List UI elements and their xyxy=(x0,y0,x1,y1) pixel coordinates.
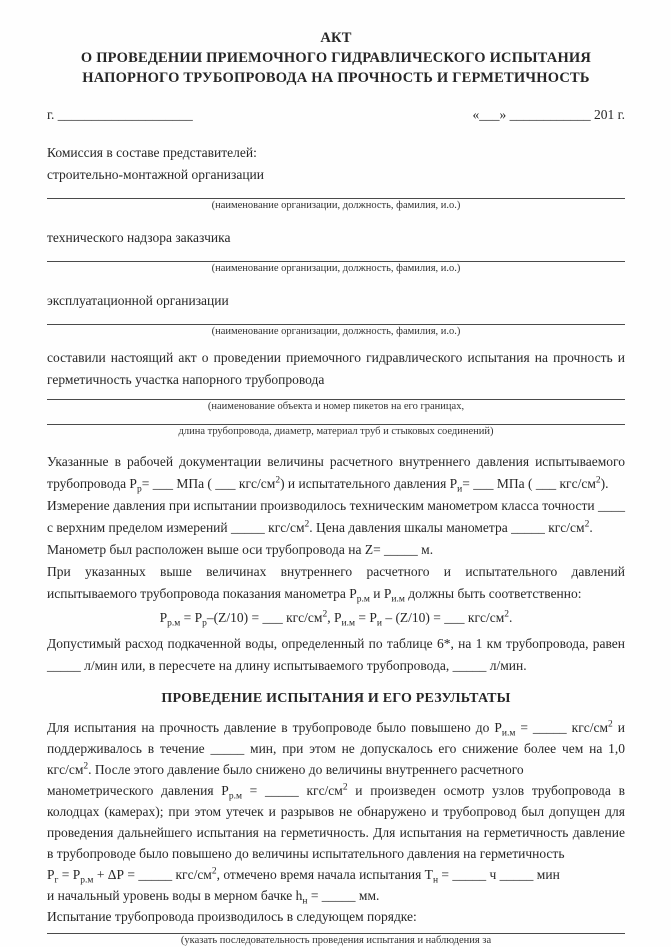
text-line: кгс/$см^2$. После этого давление было снижено до величины внутреннего расчетного xyxy=(47,761,524,777)
fill-caption: (наименование организации, должность, фамилия, и.о.) xyxy=(211,263,461,274)
fill-line-supervision-org xyxy=(47,261,625,276)
text-line: манометрического давления $Р_{р.м}$ = _____ кгс/$см^2$ и произведен осмотр узлов трубопровода в xyxy=(47,782,625,802)
text-line: испытываемого трубопровода показания манометра $Р_{р.м}$ и $Р_{и.м}$ должны быть соответственно: xyxy=(47,586,582,605)
date-field: «___» ____________ 201 г. xyxy=(472,107,625,122)
title-line-3: НАПОРНОГО ТРУБОПРОВОДА НА ПРОЧНОСТЬ И ГЕРМЕТИЧНОСТЬ xyxy=(82,70,590,86)
text-line: герметичность участка напорного трубопровода xyxy=(47,372,325,387)
document-title xyxy=(47,28,625,88)
fill-line-object-name xyxy=(47,399,625,414)
text-line: Испытание трубопровода производилось в следующем порядке: xyxy=(47,909,417,924)
results-section-heading: ПРОВЕДЕНИЕ ИСПЫТАНИЯ И ЕГО РЕЗУЛЬТАТЫ xyxy=(161,691,511,706)
title-line-2: О ПРОВЕДЕНИИ ПРИЕМОЧНОГО ГИДРАВЛИЧЕСКОГО ИСПЫТАНИЯ xyxy=(80,50,592,66)
text-line: составили настоящий акт о проведении приемочного гидравлического испытания на прочность и xyxy=(47,350,625,365)
fill-line-operation-org xyxy=(47,324,625,339)
fill-line-pipeline-spec xyxy=(47,424,625,439)
text-line: Указанные в рабочей документации величины расчетного внутреннего давления испытываемого xyxy=(47,454,625,469)
text-line: Допустимый расход подкаченной воды, определенный по таблице 6*, на 1 км трубопровода, равен xyxy=(47,636,625,651)
text-line: с верхним пределом измерений _____ кгс/$см^2$. Цена давления шкалы манометра _____ кгс/$см^2$. xyxy=(47,519,593,535)
manometer-formula: $Р_{р.м} = Р_р-(Z/10)$ = ___ кгс/$см^2$, $Р_{и.м} = Р_и - (Z/10)$ = ___ кгс/$см^2$. xyxy=(159,609,513,629)
pressure-spec-paragraph xyxy=(47,451,625,605)
fill-line-procedure xyxy=(47,933,625,947)
operation-org-label: эксплуатационной организации xyxy=(47,293,229,308)
text-line: в трубопроводе было повышено до величины испытательного давления на герметичность xyxy=(47,846,565,861)
title-line-1: АКТ xyxy=(320,30,352,46)
fill-caption: длина трубопровода, диаметр, материал труб и стыковых соединений) xyxy=(178,426,494,437)
text-line: $Р_г = Р_{р.м} + \Delta Р$ = _____ кгс/$см^2$, отмечено время начала испытания $Т_н$ = _____ ч _____ мин xyxy=(47,866,560,886)
fill-caption: (наименование объекта и номер пикетов на его границах, xyxy=(207,401,465,412)
text-line: Манометр был расположен выше оси трубопровода на Z= _____ м. xyxy=(47,542,434,557)
fill-caption: (указать последовательность проведения испытания и наблюдения за xyxy=(180,935,492,946)
text-line: трубопровода $Р_р=$ ___ МПа ( ___ кгс/$см^2$) и испытательного давления $Р_и=$ ___ МПа ( ___ кгс/$см^2$). xyxy=(47,475,609,495)
text-line: Измерение давления при испытании производилось техническим манометром класса точности ____ xyxy=(47,498,625,513)
fill-caption: (наименование организации, должность, фамилия, и.о.) xyxy=(211,326,461,337)
fill-line-builder-org xyxy=(47,198,625,213)
commission-line: Комиссия в составе представителей: xyxy=(47,145,257,160)
builder-org-label: строительно-монтажной организации xyxy=(47,167,264,182)
text-line: При указанных выше величинах внутреннего расчетного и испытательного давлений xyxy=(47,564,625,579)
test-results-paragraph xyxy=(47,717,625,927)
text-line: _____ л/мин или, в пересчете на длину испытываемого трубопровода, _____ л/мин. xyxy=(47,658,527,673)
text-line: и начальный уровень воды в мерном бачке $h_н$ = _____ мм. xyxy=(47,888,380,907)
text-line: колодцах (камерах); при этом утечек и разрывов не обнаружено и трубопровод был допущен для xyxy=(47,804,625,819)
allowable-flow-paragraph xyxy=(47,633,625,677)
fill-caption: (наименование организации, должность, фамилия, и.о.) xyxy=(211,200,461,211)
text-line: поддерживалось в течение _____ мин, при этом не допускалось его снижение более чем на 1,0 xyxy=(47,741,625,756)
composed-act-paragraph xyxy=(47,347,625,391)
text-line: Для испытания на прочность давление в трубопроводе было повышено до $Р_{и.м}$ = _____ кгс/$см^2$ и xyxy=(47,719,625,739)
supervision-org-label: технического надзора заказчика xyxy=(47,230,231,245)
text-line: проведения дальнейшего испытания на герметичность. Для испытания на герметичность давление xyxy=(47,825,625,840)
city-date-row xyxy=(47,104,625,126)
city-field: г. ____________________ xyxy=(47,107,193,122)
